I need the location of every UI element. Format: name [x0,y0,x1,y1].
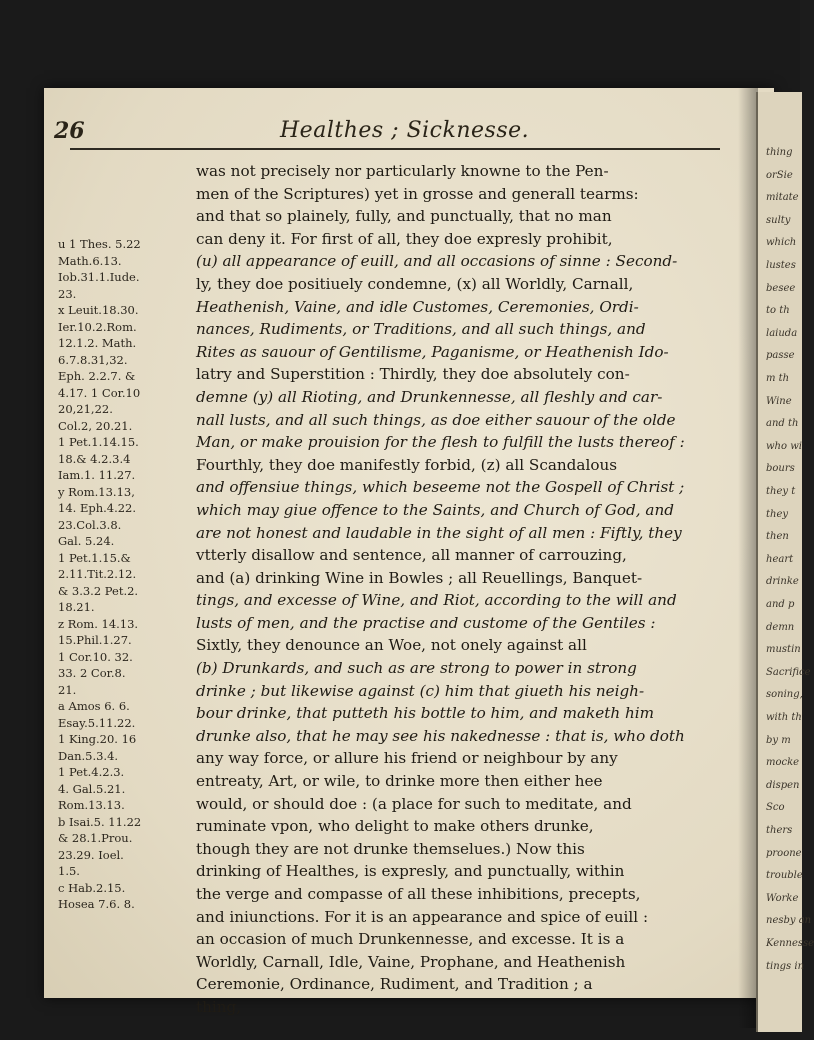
margin-note: Col.2, 20.21. [58,418,133,433]
text-line: (b) Drunkards, and such as are strong to power in strong [196,659,637,678]
text-line: and (a) drinking Wine in Bowles ; all Reuellings, Banquet- [196,568,643,587]
facing-page-fragment: laiuda [766,327,798,339]
facing-page-fragment: to th [766,305,790,317]
text-line: Rites as sauour of Gentilisme, Paganisme, or Heathenish Ido- [196,342,669,361]
text-line: though they are not drunke themselues.) Now this [196,839,585,858]
facing-page-fragment: they [766,508,789,520]
text-line: Sixtly, they denounce an Woe, not onely against all [196,636,587,655]
facing-page-fragment: soning, [766,689,803,701]
facing-page-fragment: sulty [766,214,791,226]
margin-note: 23.Col.3.8. [58,517,122,532]
margin-note: Dan.5.3.4. [58,748,119,763]
text-line: drinke ; but likewise against (c) him that giueth his neigh- [196,681,645,700]
facing-page-fragment: tings in [766,960,805,972]
running-head [40,118,740,148]
facing-page-fragment: Sacrifice [766,666,811,678]
text-line: and iniunctions. For it is an appearance and spice of euill : [196,907,649,926]
margin-note: 33. 2 Cor.8. [58,666,126,680]
text-line: entreaty, Art, or wile, to drinke more then either hee [196,772,603,791]
facing-page-fragment: bours [766,463,795,475]
text-line: and that so plainely, fully, and punctually, that no man [196,207,612,226]
text-line: nall lusts, and all such things, as doe either sauour of the olde [196,410,676,429]
margin-note: 20,21,22. [58,402,113,416]
text-line: lusts of men, and the practise and custome of the Gentiles : [196,613,656,632]
text-line: drinking of Healthes, is expresly, and punctually, within [196,862,625,881]
margin-note: u 1 Thes. 5.22 [58,237,141,251]
margin-note [58,220,188,237]
facing-page-fragment: Kennesse [766,938,814,949]
margin-note: 1 Pet.1.15.& [58,550,131,565]
text-line: nances, Rudiments, or Traditions, and all such things, and [196,320,646,339]
facing-page-fragment: and th [766,418,799,430]
facing-page-fragment: who wi [766,440,802,452]
margin-note: Ier.10.2.Rom. [58,319,137,334]
margin-note [58,203,188,220]
facing-page-fragment: Wine [766,395,792,407]
margin-note: & 3.3.2 Pet.2. [58,583,139,598]
margin-note: & 28.1.Prou. [58,831,133,845]
facing-page-fragment: they t [766,486,796,497]
margin-note: 1 King.20. 16 [58,732,137,746]
margin-note: 14. Eph.4.22. [58,501,137,515]
facing-page-fragment: demn [766,621,795,633]
facing-page-fragment: nesby an [766,915,812,927]
facing-page-fragment: with th [766,712,802,723]
facing-page-fragment: mocke [766,757,800,769]
text-line: any way force, or allure his friend or neighbour by any [196,749,618,768]
text-line: thing, [196,997,242,1016]
margin-note: b Isai.5. 11.22 [58,814,142,829]
facing-page-fragment: lustes [766,260,796,271]
text-line: bour drinke, that putteth his bottle to him, and maketh him [196,704,655,723]
margin-note: 4.17. 1 Cor.10 [58,385,141,400]
margin-notes [58,170,188,913]
text-line: latry and Superstition : Thirdly, they doe absolutely con- [196,365,630,384]
running-title: Healthes ; Sicknesse. [280,118,530,143]
margin-note: 1 Pet.1.14.15. [58,435,139,449]
margin-note: 1 Cor.10. 32. [58,649,133,664]
margin-note: Esay.5.11.22. [58,715,136,730]
text-line: demne (y) all Rioting, and Drunkennesse, all fleshly and car- [196,387,663,406]
margin-note: 1 Pet.4.2.3. [58,765,125,779]
text-line: (u) all appearance of euill, and all occasions of sinne : Second- [196,252,678,271]
text-line: would, or should doe : (a place for such to meditate, and [196,794,632,813]
facing-page-fragment: mitate [766,192,799,204]
facing-page-fragment: passe [766,350,795,362]
facing-page-fragment: which [766,237,797,249]
text-line: which may giue offence to the Saints, and Church of God, and [196,500,674,519]
facing-page-fragment: by m [766,734,791,746]
margin-note: Rom.13.13. [58,798,125,812]
margin-note [58,170,188,187]
margin-note: 15.Phil.1.27. [58,633,132,647]
margin-note: x Leuit.18.30. [58,303,139,317]
text-line: tings, and excesse of Wine, and Riot, according to the will and [196,591,677,610]
facing-page-fragment: m th [766,373,790,384]
facing-page-fragment: thing [766,147,793,158]
facing-page-fragment: dispen [766,779,800,791]
text-line: can deny it. For first of all, they doe expresly prohibit, [196,229,613,248]
text-line: Fourthly, they doe manifestly forbid, (z) all Scandalous [196,455,618,474]
facing-page-fragment: drinke [766,576,799,588]
text-line: drunke also, that he may see his nakednesse : that is, who doth [196,726,685,745]
margin-note [58,187,188,204]
text-line: vtterly disallow and sentence, all manner of carrouzing, [196,546,627,565]
margin-note: 1.5. [58,864,80,878]
text-line: the verge and compasse of all these inhibitions, precepts, [196,885,641,903]
margin-note: 18.& 4.2.3.4 [58,451,131,466]
margin-note: Iob.31.1.Iude. [58,270,140,284]
margin-note: 23.29. Ioel. [58,847,124,862]
text-line: men of the Scriptures) yet in grosse and generall tearms: [196,184,639,203]
facing-page-fragment: trouble [766,870,803,882]
text-line: Man, or make prouision for the flesh to fulfill the lusts thereof : [196,433,685,452]
text-line: Ceremonie, Ordinance, Rudiment, and Tradition ; a [196,975,593,994]
margin-note: 6.7.8.31,32. [58,352,128,367]
margin-note: 18.21. [58,600,95,614]
text-line: ly, they doe positiuely condemne, (x) all Worldly, Carnall, [196,274,634,293]
margin-note: 12.1.2. Math. [58,336,137,350]
text-line: Heathenish, Vaine, and idle Customes, Ceremonies, Ordi- [196,297,639,316]
facing-page-fragment: besee [766,282,796,294]
margin-note: 4. Gal.5.21. [58,781,126,796]
text-line: was not precisely nor particularly knowne to the Pen- [196,162,609,180]
head-rule [70,148,720,150]
body-text [196,160,748,1019]
margin-note: 21. [58,682,77,697]
facing-page-fragment: heart [766,553,794,565]
facing-page-edge [756,92,814,1032]
facing-page-fragment: orSie [766,169,793,181]
margin-note: 23. [58,286,77,301]
facing-page-fragment: Sco [766,802,785,814]
facing-page-fragment: then [766,531,789,543]
text-line: and offensiue things, which beseeme not the Gospell of Christ ; [196,478,685,497]
text-line: are not honest and laudable in the sight of all men : Fiftly, they [196,523,682,542]
facing-page-fragment: and p [766,599,795,610]
margin-note: c Hab.2.15. [58,880,126,895]
facing-page-fragment: proone [766,847,802,859]
margin-note: Gal. 5.24. [58,534,115,548]
margin-note: y Rom.13.13, [58,484,135,499]
margin-note: a Amos 6. 6. [58,699,130,713]
facing-page-fragment: mustin [766,644,801,656]
facing-page-fragment: Worke [766,892,799,904]
margin-note: Hosea 7.6. 8. [58,897,135,911]
margin-note: Math.6.13. [58,253,122,268]
margin-note: Iam.1. 11.27. [58,468,136,482]
page-number: 26 [54,118,85,144]
margin-note: z Rom. 14.13. [58,616,139,631]
margin-note: Eph. 2.2.7. & [58,369,136,383]
text-line: ruminate vpon, who delight to make others drunke, [196,817,594,836]
margin-note: 2.11.Tit.2.12. [58,567,137,581]
text-line: Worldly, Carnall, Idle, Vaine, Prophane, and Heathenish [196,952,626,971]
facing-page-fragment: thers [766,825,793,836]
text-line: an occasion of much Drunkennesse, and excesse. It is a [196,930,625,949]
